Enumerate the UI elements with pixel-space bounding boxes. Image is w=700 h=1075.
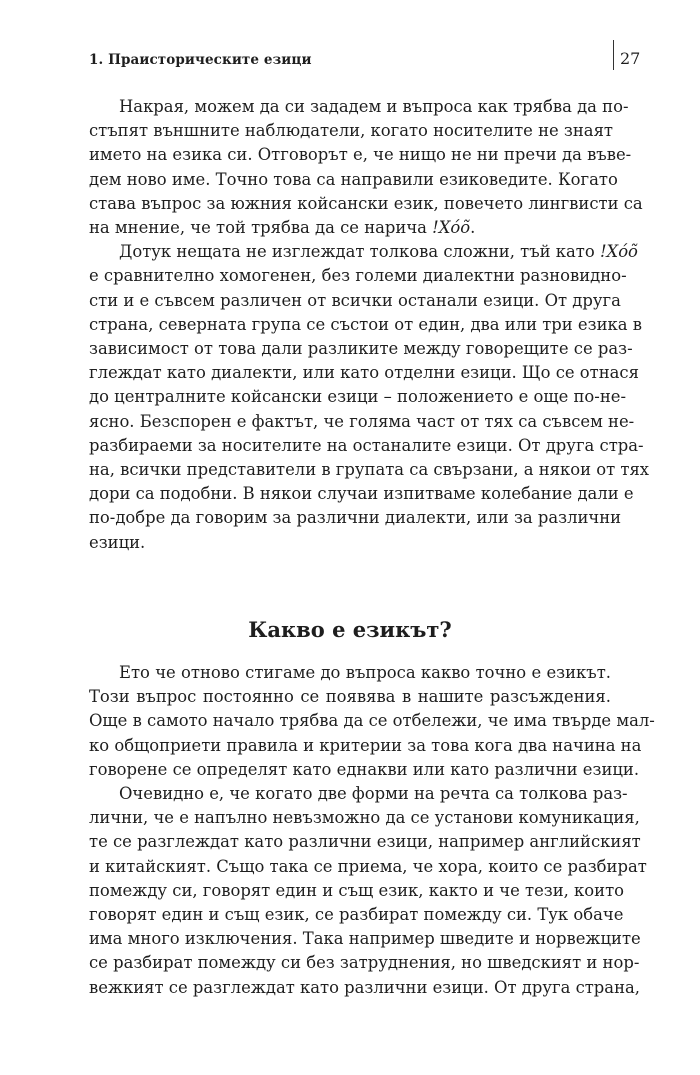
text-line xyxy=(89,361,639,385)
line-text: на, всички представители в групата са свързани, а някои от тях xyxy=(89,460,650,479)
text-line xyxy=(89,410,635,434)
text-line xyxy=(89,531,611,555)
italic-language-name: !Xóõ xyxy=(599,242,638,262)
text-line xyxy=(89,830,641,854)
text-line xyxy=(89,806,640,830)
text-line xyxy=(89,734,642,758)
header-divider xyxy=(613,40,614,70)
line-text: на мнение, че той трябва да се нарича xyxy=(89,218,433,237)
line-text: страна, северната група се състои от един, два или три езика в xyxy=(89,314,642,334)
text-line xyxy=(89,782,628,806)
line-text: глеждат като диалекти, или като отделни езици. Що се отнася xyxy=(89,363,639,383)
text-line xyxy=(89,313,642,337)
text-line xyxy=(89,119,611,143)
line-text: Накрая, можем да си зададем и въпроса как трябва да по- xyxy=(119,97,629,116)
text-line xyxy=(89,264,627,288)
text-line xyxy=(89,903,624,927)
line-text: по-добре да говорим за различни диалекти, или за различни xyxy=(89,508,622,528)
line-text: Очевидно е, че когато две форми на речта са толкова раз- xyxy=(119,784,628,803)
line-text: името на езика си. Отговорът е, че нищо не ни пречи да въве- xyxy=(89,145,632,165)
line-text: езици. xyxy=(89,532,146,552)
line-text: зависимост от това дали разликите между говорещите се раз- xyxy=(89,339,633,358)
line-text: Дотук нещата не изглеждат толкова сложни, тъй като xyxy=(119,242,600,262)
line-text: до централните койсански езици – положението е още по-не- xyxy=(89,387,626,407)
text-line xyxy=(89,458,650,482)
text-line xyxy=(89,879,625,903)
text-line xyxy=(89,709,655,733)
line-text: е сравнително хомогенен, без големи диалектни разновидно- xyxy=(89,266,627,286)
text-line xyxy=(89,95,629,119)
text-line xyxy=(89,192,643,216)
line-text: ясно. Безспорен е фактът, че голяма част от тях са съвсем не- xyxy=(89,411,635,431)
line-text: Ето че отново стигаме до въпроса какво точно е езикът. xyxy=(119,663,611,682)
line-text: сти и е съвсем различен от всички останали езици. От друга xyxy=(89,290,621,310)
text-line xyxy=(89,661,611,685)
line-text: се разбират помежду си без затруднения, но шведският и нор- xyxy=(89,953,640,973)
running-header-chapter: 1. Праисторическите езици xyxy=(89,52,312,68)
line-text: говорят един и същ език, се разбират помежду си. Тук обаче xyxy=(89,905,624,924)
line-text: и китайският. Също така се приема, че хора, които се разбират xyxy=(89,856,647,876)
line-text: Още в самото начало трябва да се отбележи, че има твърде мал- xyxy=(89,711,655,731)
text-line xyxy=(89,240,638,264)
line-text: вежкият се разглеждат като различни езици. От друга страна, xyxy=(89,977,640,997)
line-text: има много изключения. Така например шведите и норвежците xyxy=(89,929,641,949)
text-line xyxy=(89,143,632,167)
text-line xyxy=(89,385,626,409)
text-line xyxy=(89,855,647,879)
line-text: лични, че е напълно невъзможно да се установи комуникация, xyxy=(89,808,640,828)
text-line xyxy=(89,685,611,709)
text-line xyxy=(89,168,618,192)
line-text: дори са подобни. В някои случаи изпитваме колебание дали е xyxy=(89,484,634,504)
line-text: разбираеми за носителите на останалите езици. От друга стра- xyxy=(89,435,644,455)
line-text-tail: . xyxy=(470,218,476,237)
text-line xyxy=(89,758,640,782)
text-line xyxy=(89,337,633,361)
line-text: дем ново име. Точно това са направили езиковедите. Когато xyxy=(89,169,618,189)
text-line xyxy=(89,482,634,506)
line-text: помежду си, говорят един и същ език, както и че тези, които xyxy=(89,880,625,900)
text-line xyxy=(89,976,640,1000)
text-line xyxy=(89,216,611,240)
text-line xyxy=(89,951,640,975)
italic-language-name: !Xóõ xyxy=(432,218,471,237)
line-text: става въпрос за южния койсански език, повечето лингвисти са xyxy=(89,193,643,213)
line-text: ко общоприети правила и критерии за това кога два начина на xyxy=(89,735,642,755)
line-text: Този въпрос постоянно се появява в нашите разсъждения. xyxy=(89,687,611,707)
text-line xyxy=(89,506,622,530)
line-text: те се разглеждат като различни езици, например английският xyxy=(89,832,641,852)
text-line xyxy=(89,289,621,313)
section-heading: Какво е езикът? xyxy=(248,617,452,642)
page-number: 27 xyxy=(620,49,641,68)
line-text: стъпят външните наблюдатели, когато носителите не знаят xyxy=(89,121,613,141)
text-line xyxy=(89,434,644,458)
text-line xyxy=(89,927,641,951)
line-text: говорене се определят като еднакви или като различни езици. xyxy=(89,759,640,779)
